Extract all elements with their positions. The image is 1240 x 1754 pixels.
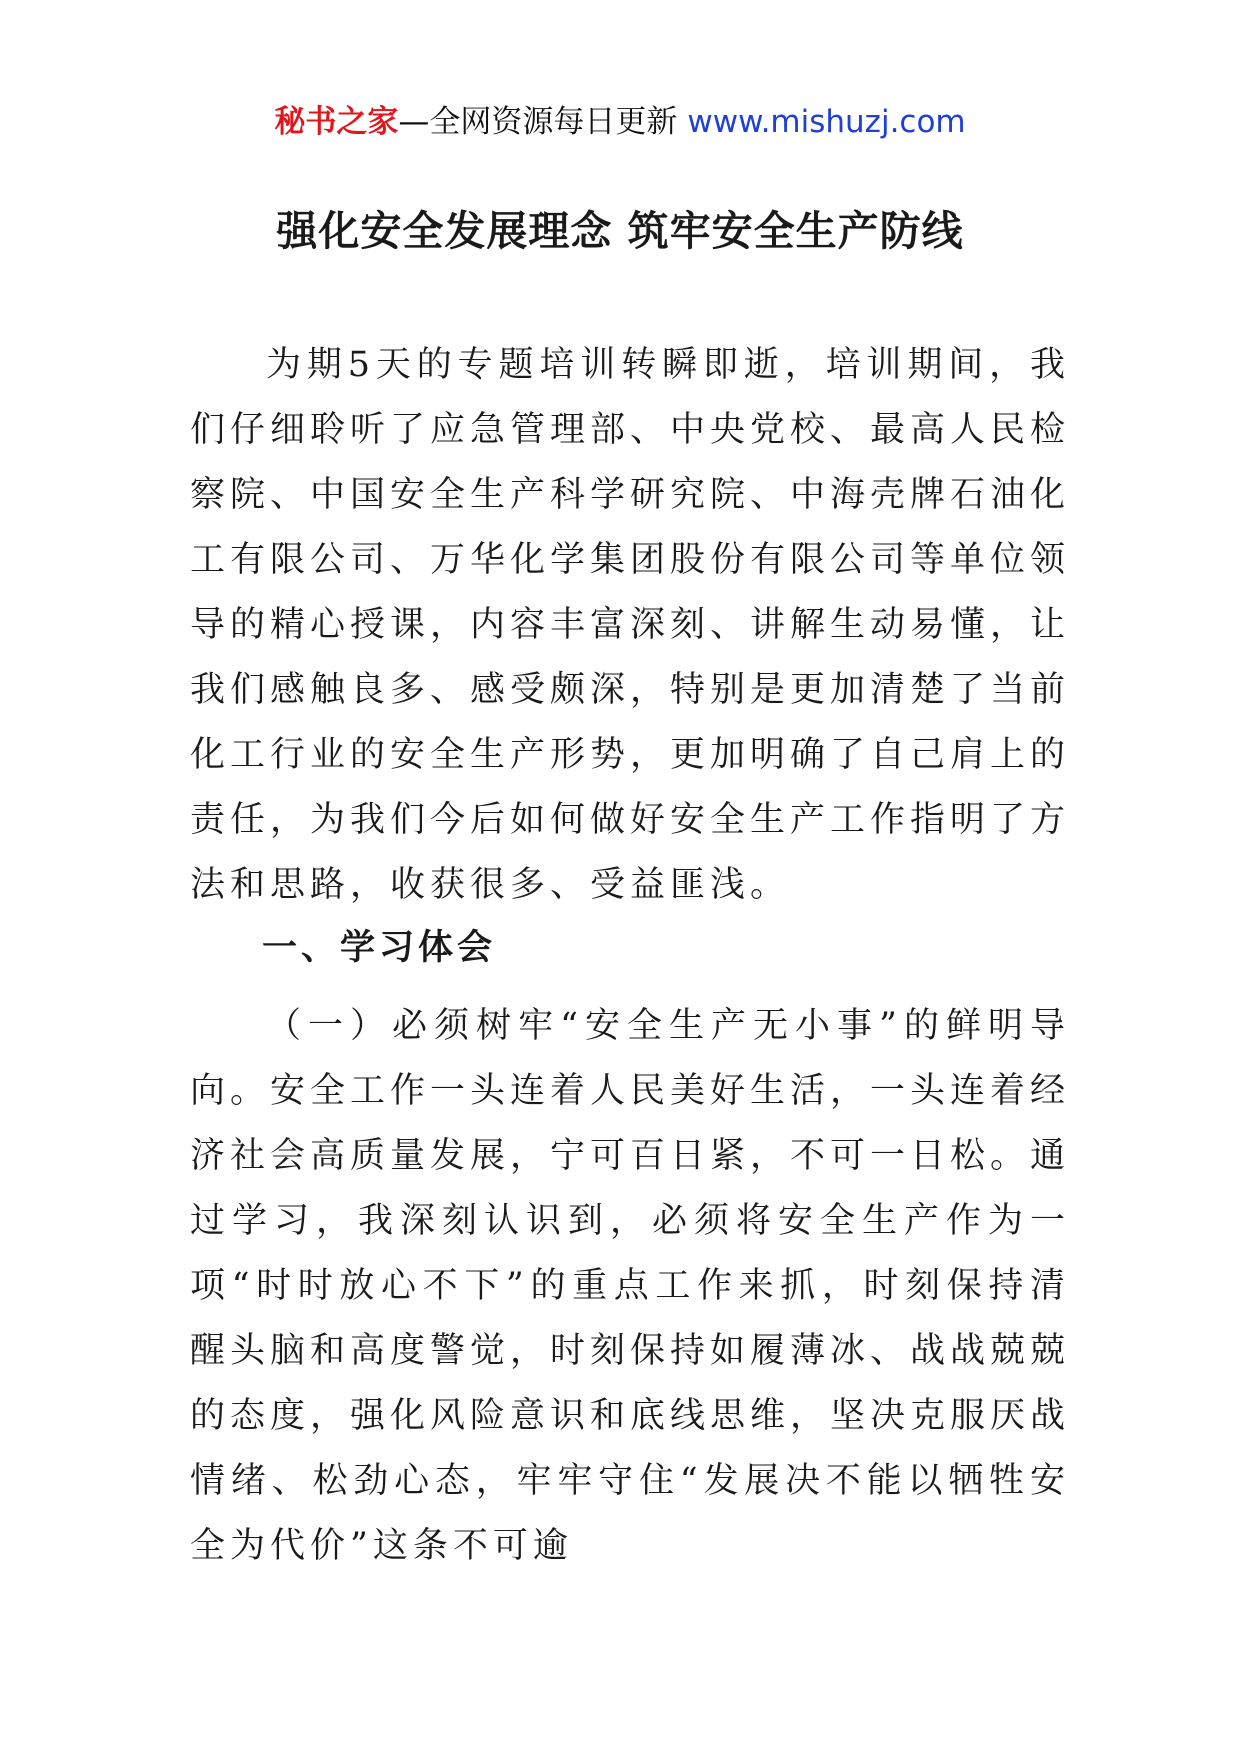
site-tagline: —全网资源每日更新	[398, 104, 678, 140]
site-url-link[interactable]: www.mishuzj.com	[687, 104, 966, 140]
site-brand: 秘书之家	[274, 104, 399, 140]
intro-paragraph: 为期5天的专题培训转瞬即逝，培训期间，我们仔细聆听了应急管理部、中央党校、最高人民检察院、中国安全生产科学研究院、中海壳牌石油化工有限公司、万华化学集团股份有限公司等单位领导的精心授课，内容丰富深刻、讲解生动易懂，让我们感触良多、感受颇深，特别是更加清楚了当前化工行业的安全生产形势，更加明确了自己肩上的责任，为我们今后如何做好安全生产工作指明了方法和思路，收获很多、受益匪浅。	[190, 345, 1071, 905]
site-header	[0, 100, 1240, 144]
document-title: 强化安全发展理念 筑牢安全生产防线	[276, 207, 964, 255]
section-heading: 一、学习体会	[262, 928, 497, 968]
section-paragraph: （一）必须树牢“安全生产无小事”的鲜明导向。安全工作一头连着人民美好生活，一头连着经济社会高质量发展，宁可百日紧，不可一日松。通过学习，我深刻认识到，必须将安全生产作为一项“时时放心不下”的重点工作来抓，时刻保持清醒头脑和高度警觉，时刻保持如履薄冰、战战兢兢的态度，强化风险意识和底线思维，坚决克服厌战情绪、松劲心态，牢牢守住“发展决不能以牺牲安全为代价”这条不可逾	[190, 1006, 1071, 1566]
